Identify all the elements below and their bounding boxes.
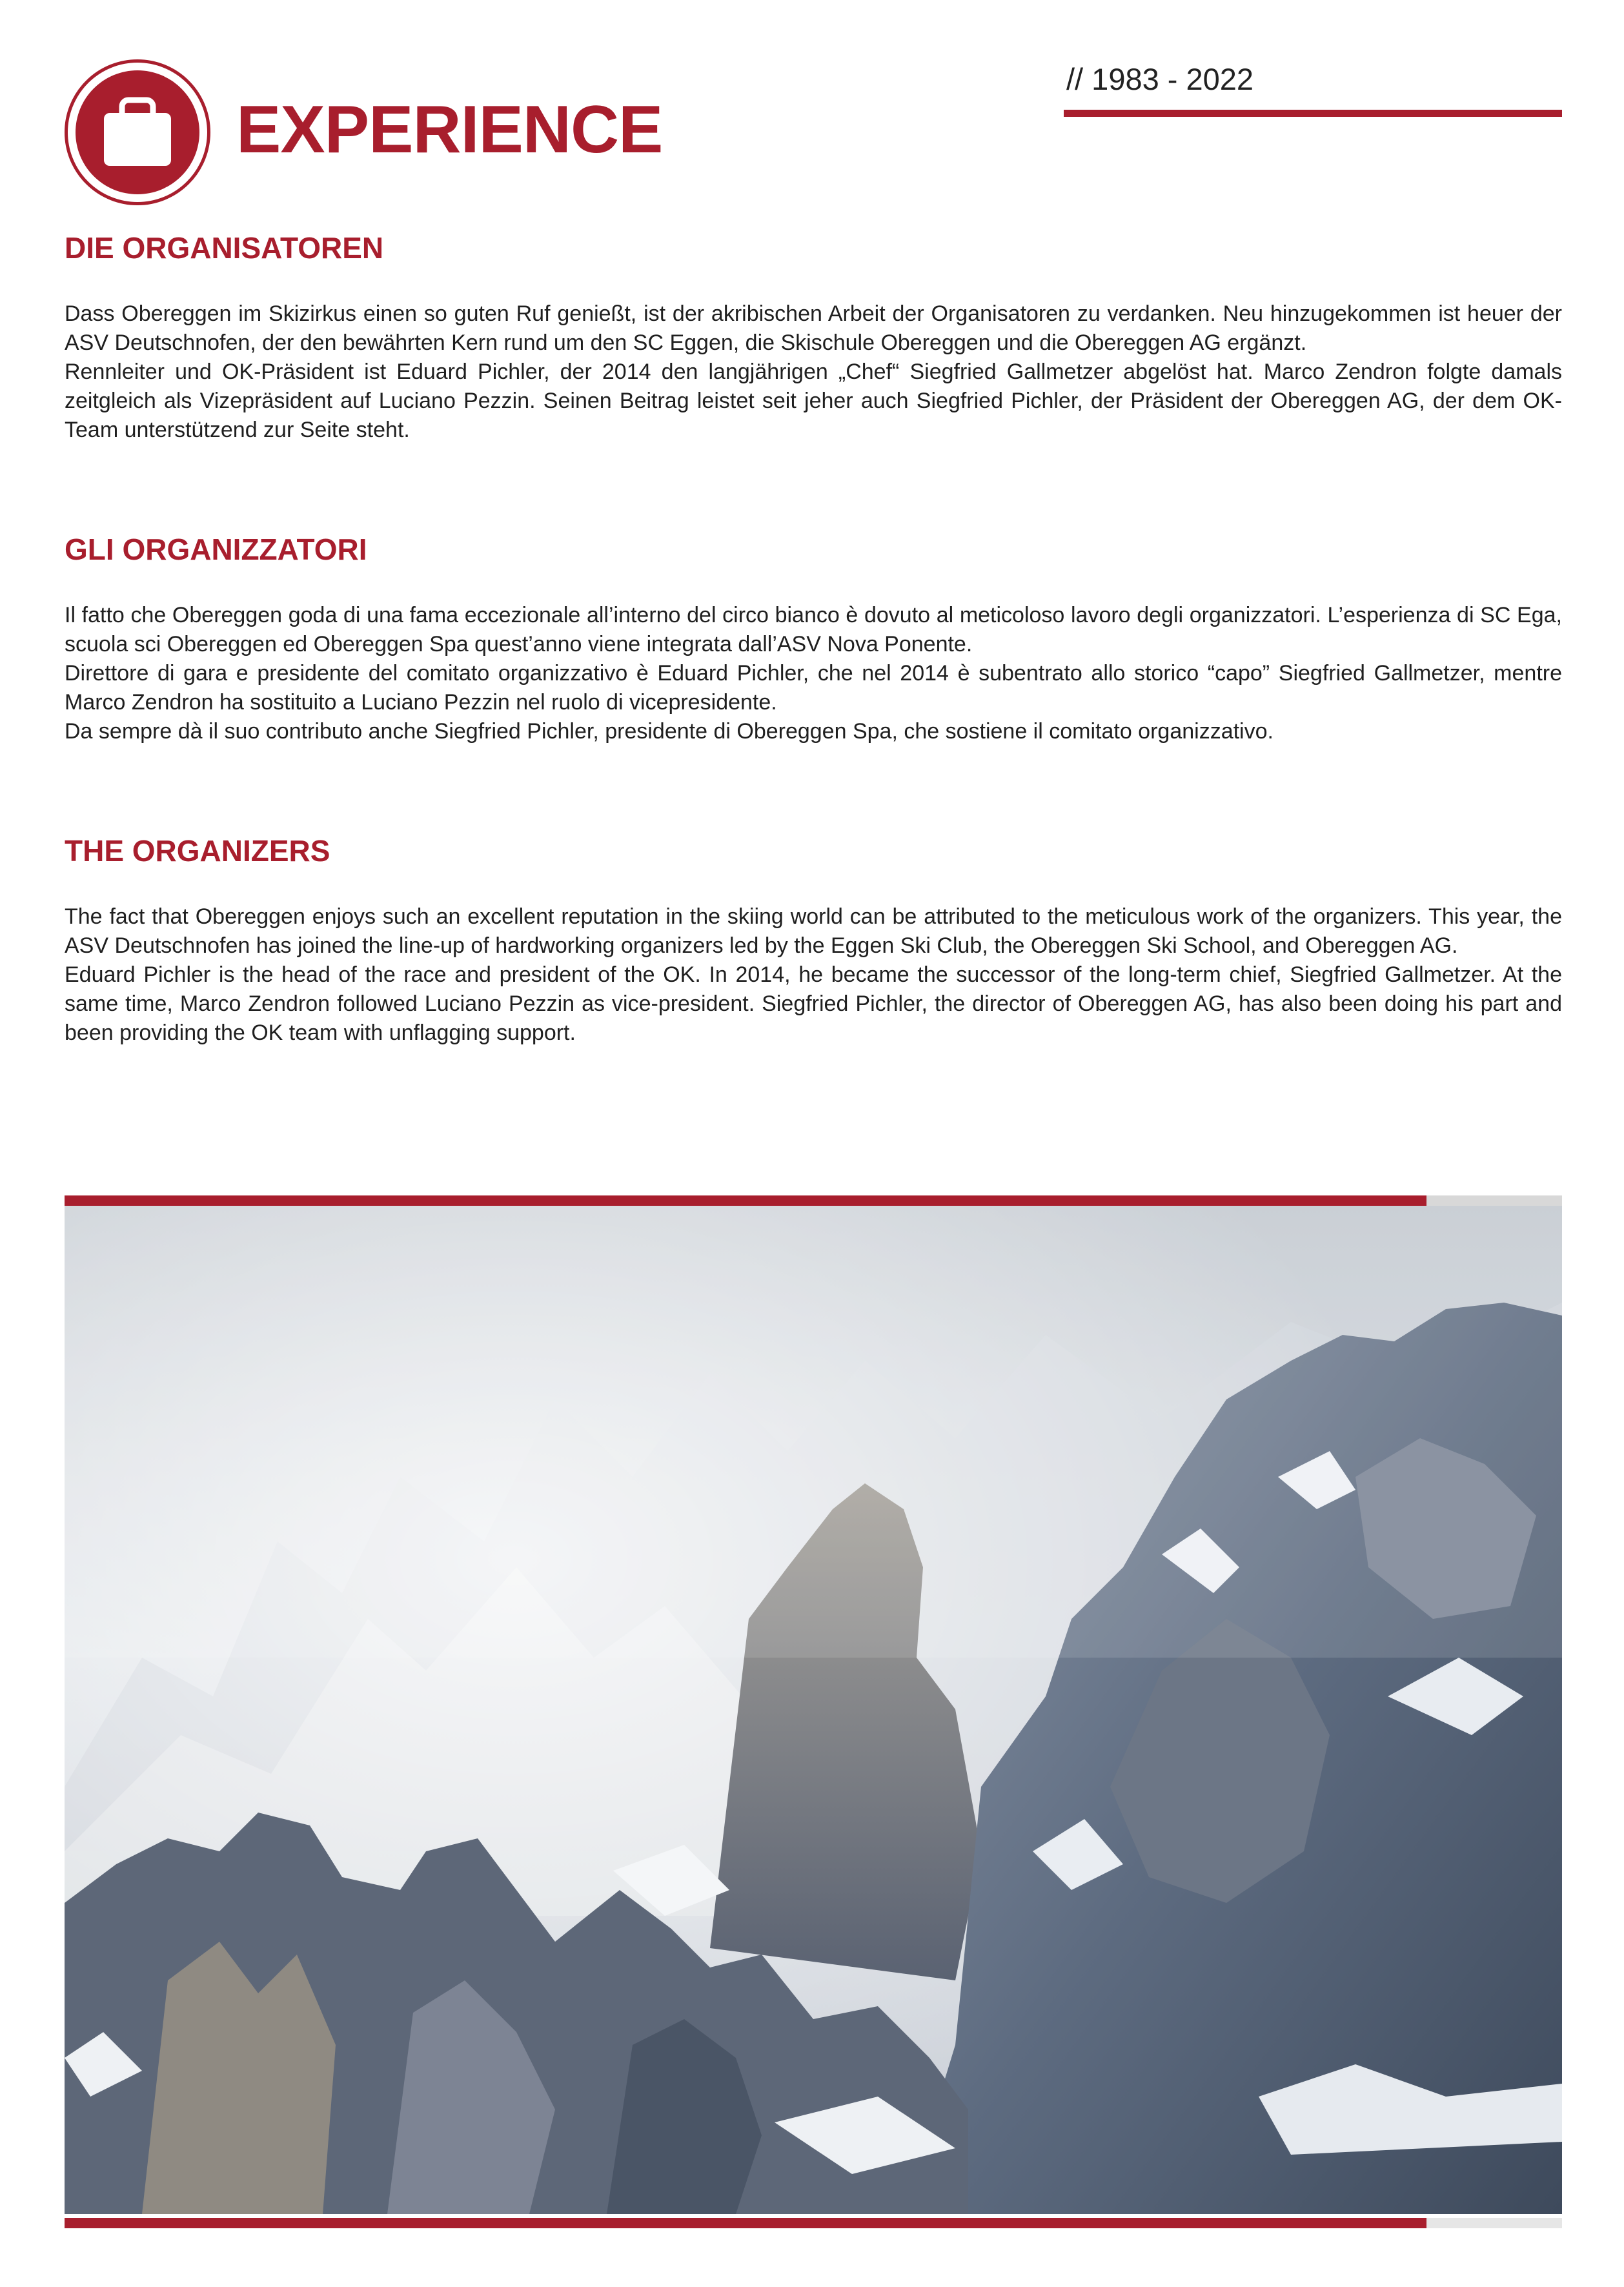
photo-top-rule — [65, 1195, 1426, 1206]
briefcase-icon — [76, 70, 199, 194]
paragraph: Dass Obereggen im Skizirkus einen so guten Ruf genießt, ist der akribischen Arbeit der Organisatoren zu verdanken. Neu hinzugekommen ist heuer der ASV Deutschnofen, der den bewährten Kern rund um den SC Eggen, die Skischule Obereggen und die Obereggen AG ergänzt. — [65, 301, 1562, 355]
paragraph: The fact that Obereggen enjoys such an excellent reputation in the skiing world can be attributed to the meticulous work of the organizers. This year, the ASV Deutschnofen has joined the line-up of hardworking organizers led by the Eggen Ski Club, the Obereggen Ski School, and Obereggen AG. — [65, 904, 1562, 958]
paragraph: Direttore di gara e presidente del comitato organizzativo è Eduard Pichler, che nel 2014 è subentrato allo storico “capo” Siegfried Gallmetzer, mentre Marco Zendron ha sostituito a Luciano Pezzin nel ruolo di vicepresidente. — [65, 661, 1562, 715]
section-english — [65, 833, 1562, 1048]
section-heading: GLI ORGANIZZATORI — [65, 533, 367, 566]
photo-bottom-rule-gray — [1426, 2218, 1562, 2228]
paragraph: Rennleiter und OK-Präsident ist Eduard Pichler, der 2014 den langjährigen „Chef“ Siegfried Gallmetzer abgelöst hat. Marco Zendron folgte damals zeitgleich als Vizepräsident auf Luciano Pezzin. Seinen Beitrag leistet seit jeher auch Siegfried Pichler, der Präsident der Obereggen AG, der dem OK-Team unterstützend zur Seite steht. — [65, 360, 1562, 442]
paragraph: Il fatto che Obereggen goda di una fama eccezionale all’interno del circo bianco è dovuto al meticoloso lavoro degli organizzatori. L’esperienza di SC Ega, scuola sci Obereggen ed Obereggen Spa quest’anno viene integrata dall’ASV Nova Ponente. — [65, 603, 1562, 656]
section-logo — [65, 59, 210, 205]
photo-bottom-rule — [65, 2218, 1426, 2228]
section-heading: THE ORGANIZERS — [65, 834, 330, 868]
section-german — [65, 230, 1562, 445]
paragraph: Da sempre dà il suo contributo anche Siegfried Pichler, presidente di Obereggen Spa, che sostiene il comitato organizzativo. — [65, 719, 1274, 744]
mountain-photo-frame — [65, 1195, 1562, 2259]
section-heading: DIE ORGANISATOREN — [65, 231, 384, 265]
mountain-photo — [65, 1206, 1562, 2214]
logo-badge — [76, 70, 199, 194]
header-rule — [1064, 110, 1562, 117]
page-title: EXPERIENCE — [236, 92, 663, 167]
paragraph: Eduard Pichler is the head of the race and president of the OK. In 2014, he became the successor of the long-term chief, Siegfried Gallmetzer. At the same time, Marco Zendron followed Luciano Pezzin as vice-president. Siegfried Pichler, the director of Obereggen AG, has also been doing his part and been providing the OK team with unflagging support. — [65, 962, 1562, 1045]
photo-top-rule-gray — [1426, 1195, 1562, 1206]
section-italian — [65, 531, 1562, 746]
year-range: // 1983 - 2022 — [1066, 62, 1254, 96]
